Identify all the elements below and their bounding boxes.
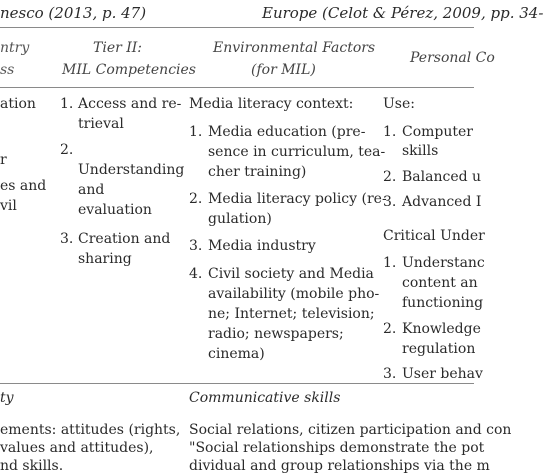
col0-header-line2: ss bbox=[0, 62, 15, 78]
bottom-right-line3: dividual and group relationships via the m bbox=[189, 458, 490, 474]
personal-use-1-number: 1. bbox=[383, 124, 397, 140]
competency-2-line2: Understanding bbox=[78, 162, 185, 178]
bottom-right-line1: Social relations, citizen participation and con bbox=[189, 422, 512, 438]
environment-4-line4: radio; newspapers; bbox=[208, 326, 344, 342]
personal-critical-1-line1: Understanc bbox=[402, 255, 485, 271]
col0-cell-3: es and bbox=[0, 178, 47, 194]
bottom-right-header: Communicative skills bbox=[189, 390, 341, 406]
environment-2-line2: gulation) bbox=[208, 211, 272, 227]
environment-2-line1: Media literacy policy (re- bbox=[208, 191, 387, 207]
competency-2-line3: and bbox=[78, 182, 105, 198]
competency-2-number: 2. bbox=[60, 142, 74, 158]
competency-2-line4: evaluation bbox=[78, 202, 152, 218]
environment-4-number: 4. bbox=[189, 266, 203, 282]
col3-header: Personal Co bbox=[410, 50, 495, 66]
environment-3-number: 3. bbox=[189, 238, 203, 254]
environment-4-line2: availability (mobile pho- bbox=[208, 286, 380, 302]
bottom-left-line1: ements: attitudes (rights, bbox=[0, 422, 181, 438]
environment-1-line2: sence in curriculum, tea- bbox=[208, 144, 386, 160]
competency-3-line1: Creation and bbox=[78, 231, 171, 247]
environment-4-line5: cinema) bbox=[208, 346, 265, 362]
environment-1-line1: Media education (pre- bbox=[208, 124, 366, 140]
competency-3-line2: sharing bbox=[78, 251, 132, 267]
header-rule bbox=[0, 27, 474, 28]
environment-1-line3: cher training) bbox=[208, 164, 307, 180]
competency-3-number: 3. bbox=[60, 231, 74, 247]
col0-header-line1: ntry bbox=[0, 40, 30, 56]
personal-use-label: Use: bbox=[383, 96, 415, 112]
personal-critical-2-number: 2. bbox=[383, 321, 397, 337]
bottom-left-header: ty bbox=[0, 390, 14, 406]
col1-header-line1: Tier II: bbox=[93, 40, 143, 56]
bottom-left-line3: nd skills. bbox=[0, 458, 64, 474]
environment-4-line1: Civil society and Media bbox=[208, 266, 374, 282]
col2-header-line2: (for MIL) bbox=[251, 62, 316, 78]
source-left: nesco (2013, p. 47) bbox=[0, 4, 147, 22]
competency-1-line2: trieval bbox=[78, 116, 124, 132]
personal-critical-3-number: 3. bbox=[383, 366, 397, 382]
col0-cell-4: vil bbox=[0, 198, 17, 214]
personal-critical-2-line1: Knowledge bbox=[402, 321, 481, 337]
personal-critical-1-line2: content an bbox=[402, 275, 478, 291]
personal-critical-3-line1: User behav bbox=[402, 366, 483, 382]
body-bottom-rule bbox=[0, 383, 474, 384]
personal-critical-label: Critical Under bbox=[383, 228, 485, 244]
competency-1-number: 1. bbox=[60, 96, 74, 112]
personal-critical-2-line2: regulation bbox=[402, 341, 476, 357]
personal-critical-1-line3: functioning bbox=[402, 295, 484, 311]
col0-cell-2: r bbox=[0, 152, 7, 168]
column-header-rule bbox=[0, 87, 474, 88]
personal-use-1-line1: Computer bbox=[402, 124, 473, 140]
bottom-left-line2: values and attitudes), bbox=[0, 440, 154, 456]
environment-context-label: Media literacy context: bbox=[189, 96, 354, 112]
source-right: Europe (Celot & Pérez, 2009, pp. 34- bbox=[262, 4, 543, 22]
personal-critical-1-number: 1. bbox=[383, 255, 397, 271]
competency-1-line1: Access and re- bbox=[78, 96, 182, 112]
personal-use-3-line1: Advanced I bbox=[402, 194, 482, 210]
environment-2-number: 2. bbox=[189, 191, 203, 207]
personal-use-3-number: 3. bbox=[383, 194, 397, 210]
environment-1-number: 1. bbox=[189, 124, 203, 140]
personal-use-1-line2: skills bbox=[402, 143, 439, 159]
col0-cell-1: ation bbox=[0, 96, 36, 112]
environment-3-line1: Media industry bbox=[208, 238, 316, 254]
personal-use-2-line1: Balanced u bbox=[402, 169, 482, 185]
bottom-right-line2: "Social relationships demonstrate the pot bbox=[189, 440, 485, 456]
environment-4-line3: ne; Internet; television; bbox=[208, 306, 375, 322]
personal-use-2-number: 2. bbox=[383, 169, 397, 185]
col2-header-line1: Environmental Factors bbox=[213, 40, 376, 56]
col1-header-line2: MIL Competencies bbox=[62, 62, 196, 78]
